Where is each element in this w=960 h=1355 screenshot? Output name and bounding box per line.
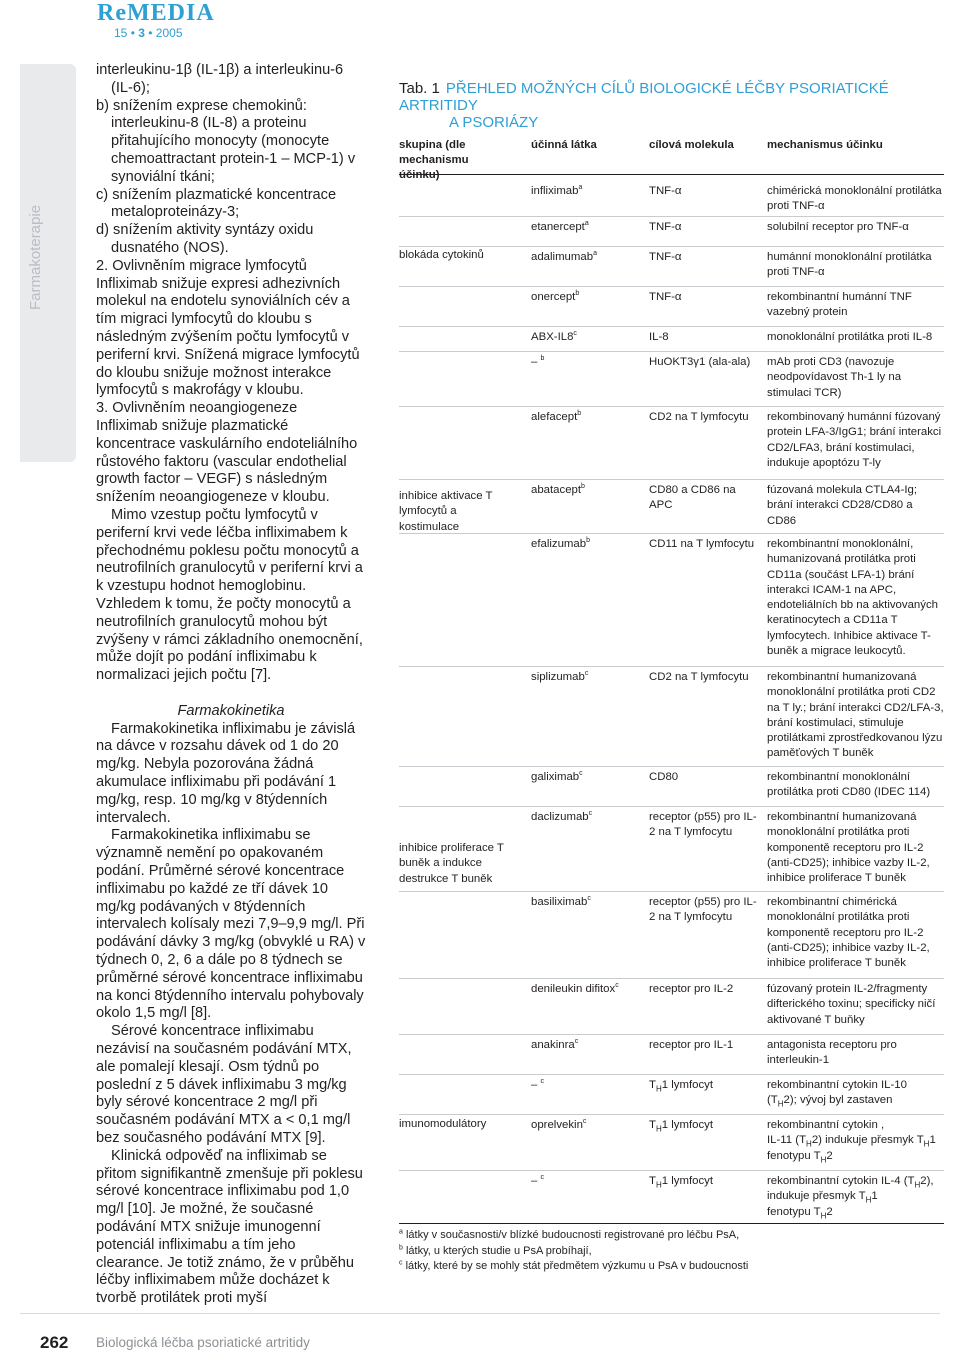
target-cell: receptor pro IL-2 (649, 983, 734, 995)
mechanism-cell: fúzovaný protein IL-2/fragmenty difterického toxinu; specificky ničí aktivované T buňky (767, 983, 936, 1026)
target-cell: CD11 na T lymfocytu (649, 538, 755, 550)
mechanism-cell: monoklonální protilátka proti IL-8 (767, 331, 933, 343)
mechanism-cell: fúzovaná molekula CTLA4-Ig; brání interakci CD28/CD80 a CD86 (767, 484, 918, 527)
footnote: $^b$ látky, u kterých studie u PsA probíhají, (399, 1243, 592, 1257)
agent-cell: denileukin difitox$^c$ (531, 982, 619, 995)
group-label: imunomodulátory (399, 1118, 487, 1130)
target-cell: IL-8 (649, 331, 669, 343)
paragraph: Infliximab snižuje expresi adhezivních molekul na endotelu synoviálních cév a tím migraci lymfocytů do kloubu s následným zvýšením počtu lymfocytů v periferní krvi. Snížená migrace lymfocytů do kloubu snižuje možnost interakce lymfocytů s makrofágy v kloubu. (96, 275, 360, 399)
mechanism-cell: rekombinantní monoklonální, humanizovaná protilátka proti CD11a (součást LFA-1) brání interakci ICAM-1 na APC, endoteliálních bb na aktivovaných keratinocytech a CD11a T lymfocytech. Inhibice aktivace T-buněk a migrace leukocytů. (767, 538, 938, 658)
target-cell: CD2 na T lymfocytu (649, 411, 749, 423)
mechanism-cell: rekombinantní cytokin IL-10 $(T_H2)$; vývoj byl zastaven (767, 1079, 907, 1109)
target-cell: CD80 (649, 771, 679, 783)
agent-cell: siplizumab$^c$ (531, 670, 589, 683)
paragraph: Infliximab snižuje plazmatické koncentrace vaskulárního endoteliálního růstového faktoru (vascular endothelial growth factor – VEGF) s následným snížením neoangiogeneze v kloubu. (96, 417, 358, 506)
agent-cell: adalimumab$^a$ (531, 250, 597, 263)
journal-logo: ReMEDIA (97, 0, 215, 26)
agent-cell: daclizumab$^c$ (531, 810, 593, 823)
header-agent: účinná látka (531, 139, 597, 151)
agent-cell: abatacept$^b$ (531, 483, 585, 496)
mechanism-cell: solubilní receptor pro TNF-α (767, 221, 909, 233)
agent-cell: alefacept$^b$ (531, 410, 582, 423)
mechanism-cell: rekombinantní cytokin IL-4 $(T_H2)$, indukuje přesmyk $T_H1$ fenotypu $T_H2$ (767, 1175, 934, 1220)
agent-cell: – $^b$ (531, 355, 545, 368)
target-cell: $T_H1$ lymfocyt (649, 1175, 714, 1190)
left-column (96, 62, 366, 1308)
agent-cell: infliximab$^a$ (531, 184, 583, 197)
mechanism-cell: antagonista receptoru pro interleukin-1 (767, 1039, 897, 1067)
paragraph: interleukinu-1β (IL-1β) a interleukinu-6 (IL-6); (96, 62, 344, 96)
target-cell: $T_H1$ lymfocyt (649, 1079, 714, 1094)
running-title: Biologická léčba psoriatické artritidy (96, 1335, 310, 1350)
agent-cell: – $^c$ (531, 1078, 545, 1091)
group-label: inhibice proliferace T buněk a indukce destrukce T buněk (399, 842, 504, 885)
agent-cell: – $^c$ (531, 1174, 545, 1187)
target-cell: CD2 na T lymfocytu (649, 671, 749, 683)
agent-cell: etanercept$^a$ (531, 220, 589, 233)
section-heading: 2. Ovlivněním migrace lymfocytů (96, 257, 307, 274)
group-label: blokáda cytokinů (399, 249, 484, 261)
mechanism-cell: rekombinantní monoklonální protilátka proti CD80 (IDEC 114) (767, 771, 931, 799)
mechanism-cell: rekombinantní humanizovaná monoklonální protilátka proti komponentě receptoru pro IL-2 (anti-CD25); inhibice vazby IL-2, inhibice proliferace T buněk (767, 811, 930, 885)
paragraph: Farmakokinetika infliximabu se významně nemění po opakovaném podání. Průměrné sérové koncentrace infliximabu po každé ze tří dávek 10 mg/kg podávaných v 8týdenních intervalech kolísaly mezi 7,9–9,9 mg/l. Při podávání dávky 3 mg/kg (obvyklé u RA) v týdnech 0, 2, 6 a dále po 8 týdnech se průměrné sérové koncentrace infliximabu na konci 8týdenního intervalu pohybovaly okolo 1,5 mg/l [8]. (96, 827, 366, 1022)
table-footnotes (399, 1228, 944, 1275)
header-mechanism: mechanismus účinku (767, 139, 883, 151)
paragraph: Farmakokinetika infliximabu je závislá na dávce v rozsahu dávek od 1 do 20 mg/kg. Nebyla pozorována žádná akumulace infliximabu při podávání 1 mg/kg, resp. 10 mg/kg v 8týdenních intervalech. (96, 720, 356, 826)
paragraph: Mimo vzestup počtu lymfocytů v periferní krvi vede léčba infliximabem k přechodnému poklesu počtu monocytů a neutrofilních granulocytů v periferní krvi a k vzestupu hodnot hemoglobinu. Vzhledem k tomu, že počty monocytů a neutrofilních granulocytů mohou být zvýšeny v rámci základního onemocnění, může dojít po podání infliximabu k normalizaci jejich počtu [7]. (96, 506, 363, 684)
target-cell: CD80 a CD86 na APC (649, 484, 736, 512)
paragraph: b) snížením exprese chemokinů: interleukinu-8 (IL-8) a proteinu přitahujícího monocyty (monocyte chemoattractant protein-1 – MCP-1) v synoviální tkáni; (96, 97, 356, 185)
agent-cell: oprelvekin$^c$ (531, 1118, 587, 1131)
target-cell: TNF-α (649, 221, 682, 233)
paragraph: Sérové koncentrace infliximabu nezávisí na současném podávání MTX, ale pomalejí klesají. Osm týdnů po poslední z 5 dávek infliximabu 3 mg/kg byly sérové koncentrace 2 mg/l při současném podávání MTX a < 0,1 mg/l bez současného podávání MTX [9]. (96, 1023, 352, 1147)
target-cell: TNF-α (649, 251, 682, 263)
mechanism-cell: mAb proti CD3 (navozuje neodpovídavost Th-1 ly na stimulaci TCR) (767, 356, 902, 399)
footnote: $^c$ látky, které by se mohly stát předmětem výzkumu u PsA v budoucnosti (399, 1259, 749, 1272)
page-number: 262 (40, 1333, 69, 1352)
target-cell: $T_H1$ lymfocyt (649, 1119, 714, 1134)
mechanism-cell: rekombinovaný humánní fúzovaný protein LFA-3/IgG1; brání interakci CD2/LFA3, brání kostimulaci, indukuje apoptózu T-ly (767, 411, 942, 469)
mechanism-cell: rekombinantní humánní TNF vazebný protein (767, 291, 912, 319)
section-label: Farmakoterapie (27, 204, 44, 310)
section-heading: 3. Ovlivněním neoangiogeneze (96, 400, 298, 417)
agent-cell: onercept$^b$ (531, 290, 580, 303)
target-cell: HuOKT3γ1 (ala-ala) (649, 356, 751, 368)
target-cell: TNF-α (649, 291, 682, 303)
footnote: $^a$ látky v současnosti/v blízké budoucnosti registrované pro léčbu PsA, (399, 1228, 740, 1241)
agent-cell: galiximab$^c$ (531, 770, 583, 783)
agent-cell: efalizumab$^b$ (531, 537, 590, 550)
agent-cell: basiliximab$^c$ (531, 895, 591, 908)
paragraph: d) snížením aktivity syntázy oxidu dusnatého (NOS). (96, 222, 314, 256)
mechanism-cell: humánní monoklonální protilátka proti TNF-α (767, 251, 932, 279)
agent-cell: anakinra$^c$ (531, 1038, 579, 1051)
table-1 (399, 80, 944, 1272)
mechanism-cell: rekombinantní cytokin , IL-11 $(T_H2)$ indukuje přesmyk $T_H1$ fenotypu $T_H2$ (767, 1119, 936, 1164)
agent-cell: ABX-IL8$^c$ (531, 330, 577, 343)
header-group: skupina (dle mechanismu účinku) (399, 139, 469, 181)
header-target: cílová molekula (649, 139, 734, 151)
target-cell: TNF-α (649, 185, 682, 197)
target-cell: receptor pro IL-1 (649, 1039, 734, 1051)
mechanism-cell: rekombinantní chimérická monoklonální protilátka proti komponentě receptoru pro IL-2 (anti-CD25); inhibice vazby IL-2, inhibice proliferace T buněk (767, 896, 930, 970)
mechanism-cell: chimérická monoklonální protilátka proti TNF-α (767, 185, 942, 213)
target-cell: receptor (p55) pro IL-2 na T lymfocytu (649, 896, 757, 924)
paragraph: Klinická odpověď na infliximab se přitom signifikantně zmenšuje při poklesu sérové koncentrace infliximabu pod 1,0 mg/l [10]. Je možné, že současné podávání MTX snižuje imunogenní potenciál infliximabu a tím jeho clearance. Je totiž známo, že v průběhu léčby infliximabem může docházet k tvorbě protilátek proti myší (96, 1147, 363, 1307)
subheading: Farmakokinetika (177, 702, 285, 719)
paragraph: c) snížením plazmatické koncentrace metaloproteinázy-3; (96, 186, 337, 221)
table-title: Tab. 1 PŘEHLED MOŽNÝCH CÍLŮ BIOLOGICKÉ LÉČBY PSORIATICKÉ ARTRITIDY A PSORIÁZY (399, 80, 889, 131)
mechanism-cell: rekombinantní humanizovaná monoklonální protilátka proti CD2 na T ly.; brání interakci CD2/LFA-3, brání kostimulaci, stimuluje protilátkami zprostředkovanou lýzu paměťových T buněk (767, 671, 944, 760)
group-label: inhibice aktivace T lymfocytů a kostimulace (399, 490, 493, 533)
issue-number: 15 • 3 • 2005 (114, 26, 183, 40)
target-cell: receptor (p55) pro IL-2 na T lymfocytu (649, 811, 757, 839)
